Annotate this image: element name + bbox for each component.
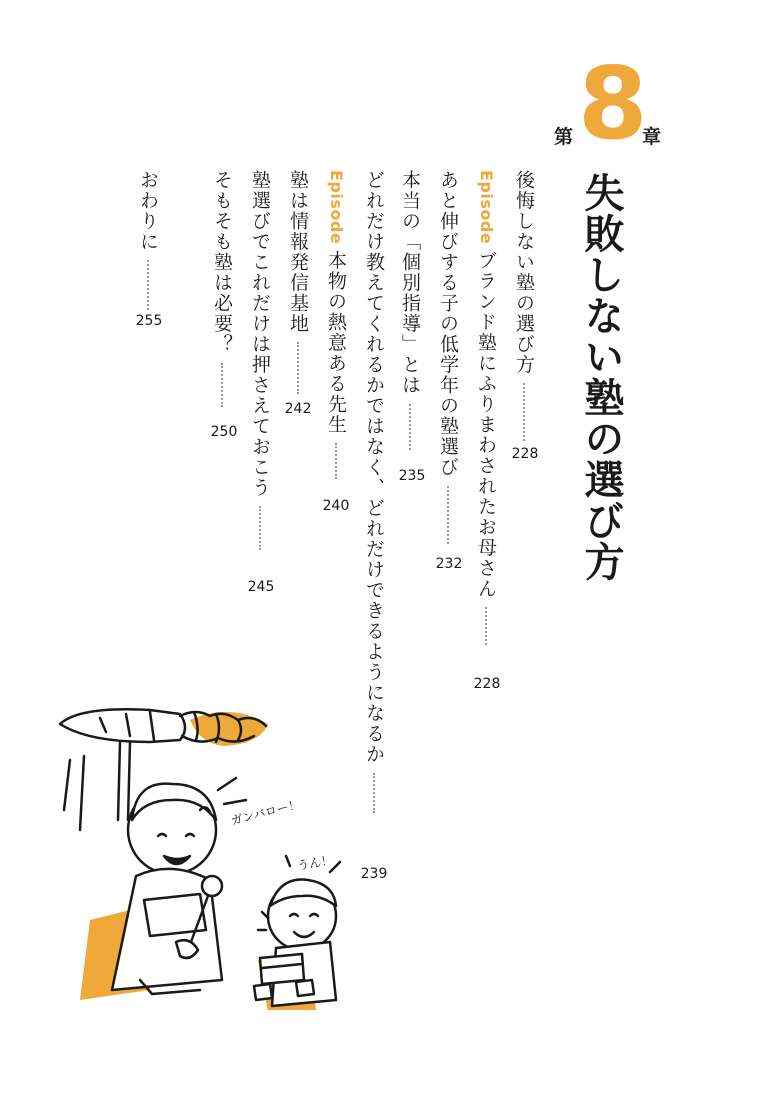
- toc-entry-title: ブランド塾にふりまわされたお母さん: [475, 250, 497, 599]
- toc-entry[interactable]: [438, 170, 457, 544]
- toc-page-number: 228: [511, 446, 539, 462]
- toc-entry[interactable]: [514, 170, 533, 441]
- toc-entry-title: 本物の熱意ある先生: [325, 250, 347, 435]
- toc-page-number: 228: [473, 676, 501, 692]
- toc-entry-title: 本当の「個別指導」とは: [399, 170, 421, 396]
- toc-entry-title: 塾は情報発信基地: [287, 170, 309, 334]
- chapter-prefix: 第: [554, 126, 574, 148]
- toc-leader-dots: [335, 443, 337, 479]
- toc-page-number: 239: [360, 866, 388, 882]
- mother-speech: ガンバロー！: [229, 797, 302, 828]
- child-speech: うん！: [296, 852, 334, 873]
- toc-page-number: 250: [210, 424, 238, 440]
- chapter-number: 8: [578, 45, 648, 162]
- toc-leader-dots: [485, 607, 487, 645]
- toc-leader-dots: [147, 260, 149, 310]
- toc-leader-dots: [259, 506, 261, 550]
- mother-child-illustration: [40, 680, 400, 1010]
- toc-entry-title: 塾選びでこれだけは押さえておこう: [249, 170, 271, 498]
- toc-entry-title: そもそも塾は必要？: [211, 170, 233, 355]
- toc-entry[interactable]: [326, 170, 345, 479]
- toc-page-number: 240: [322, 498, 350, 514]
- toc-entry[interactable]: [288, 170, 307, 394]
- toc-entry-title: あと伸びする子の低学年の塾選び: [437, 170, 459, 478]
- toc-entry[interactable]: [400, 170, 419, 450]
- toc-entry[interactable]: [476, 170, 495, 645]
- toc-page-number: 235: [398, 468, 426, 484]
- chapter-heading: [548, 45, 668, 162]
- episode-label: Episode: [477, 170, 496, 245]
- toc-entry-title: おわりに: [137, 170, 159, 252]
- toc-entry[interactable]: [250, 170, 269, 550]
- toc-leader-dots: [409, 404, 411, 450]
- toc-leader-dots: [221, 363, 223, 407]
- chapter-suffix: 章: [642, 126, 662, 148]
- toc-leader-dots: [297, 342, 299, 394]
- toc-entry[interactable]: [138, 170, 157, 310]
- toc-leader-dots: [523, 383, 525, 441]
- toc-entry[interactable]: [212, 170, 231, 407]
- episode-label: Episode: [327, 170, 346, 245]
- toc-page-number: 242: [284, 401, 312, 417]
- toc-entry-title: 後悔しない塾の選び方: [513, 170, 535, 375]
- toc-page-number: 255: [135, 313, 163, 329]
- chapter-title: 失敗しない塾の選び方: [578, 172, 624, 582]
- toc-page-number: 232: [435, 556, 463, 572]
- toc-page-number: 245: [247, 579, 275, 595]
- toc-entry-title: どれだけ教えてくれるかではなく、どれだけできるようになるか: [363, 170, 385, 765]
- toc-leader-dots: [447, 486, 449, 544]
